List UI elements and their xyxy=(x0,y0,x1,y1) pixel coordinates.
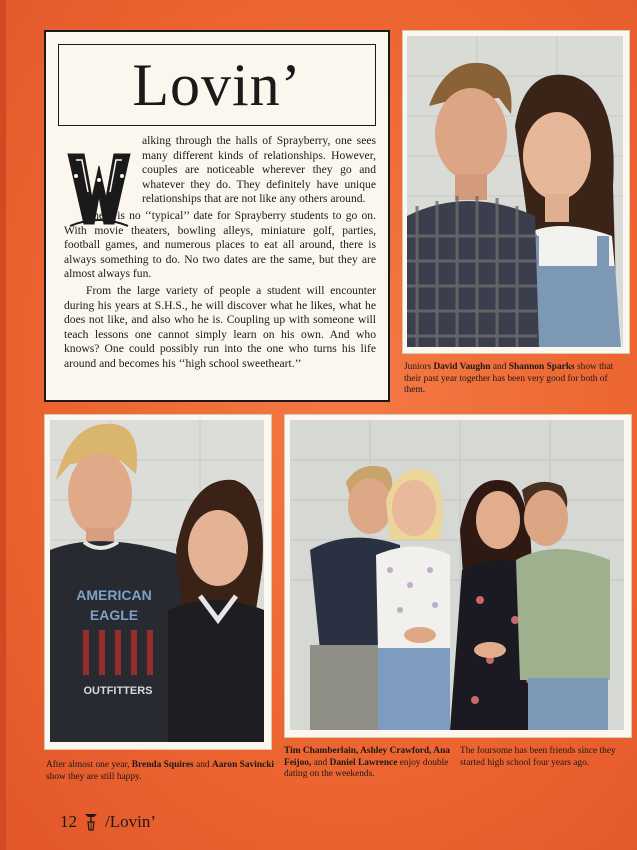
page-title: Lovin’ xyxy=(132,52,302,118)
caption-top-right: Juniors David Vaughn and Shannon Sparks show that their past year together has been very good for both of them. xyxy=(404,362,614,396)
article-paragraph-2: There is no ‘‘typical’’ date for Sprayberry students to go on. With movie theaters, bowling alleys, miniature golf, parties, football games, and numerous places to eat all around, there is always something to do. No two dates are the same, but they are almost always fun. xyxy=(64,208,376,281)
caption-bottom-left: After almost one year, Brenda Squires and Aaron Savincki show they are still happy. xyxy=(46,760,275,782)
caption-name: Aaron Savincki xyxy=(211,760,275,770)
tassel-icon xyxy=(83,812,99,832)
caption-name: Daniel Lawrence xyxy=(329,757,398,768)
photo-couple-bottom-left xyxy=(50,420,264,742)
shirt-text-outfitters: OUTFITTERS xyxy=(83,685,153,697)
photo-couple-top-right xyxy=(407,36,623,347)
shirt-text-american: AMERICAN xyxy=(76,587,152,603)
dropcap-letter: W xyxy=(99,206,100,207)
article-body xyxy=(64,134,376,372)
caption-bottom-right: The foursome has been friends since they started high school four years ago. xyxy=(460,746,616,768)
caption-bottom-middle: Tim Chamberlain, Ashley Crawford, Ana Feijoo, and Daniel Lawrence enjoy double dating on the weekends. xyxy=(284,746,450,780)
photo-foursome xyxy=(290,420,624,730)
article-paragraph-3: From the large variety of people a student will encounter during his years at S.H.S., he will discover what he likes, what he does not like, and also who he is. Coupling up with someone will teach lessons one cannot simply learn on his own. And who knows? One could possibly run into the one who turns his life around and becomes his ‘‘high school sweetheart.’’ xyxy=(64,283,376,370)
page-number: 12 xyxy=(60,812,77,831)
shirt-text-eagle: EAGLE xyxy=(89,607,139,623)
caption-name: David Vaughn xyxy=(433,362,491,372)
article-box xyxy=(44,30,390,402)
page-spine xyxy=(0,0,6,850)
title-box xyxy=(58,44,376,126)
footer-section-title: /Lovin’ xyxy=(105,812,156,831)
article-paragraph-1: alking through the halls of Sprayberry, one sees many different kinds of relationships. However, couples are noticeable wherever they go and whatever they do. They definitely have unique relationships that are not like any others around. xyxy=(142,134,376,206)
caption-name: Shannon Sparks xyxy=(508,362,575,372)
caption-name: Tim Chamberlain, Ashley Crawford, Ana Feijoo, xyxy=(284,746,450,768)
caption-name: Brenda Squires xyxy=(131,760,194,770)
page-footer xyxy=(60,812,156,832)
